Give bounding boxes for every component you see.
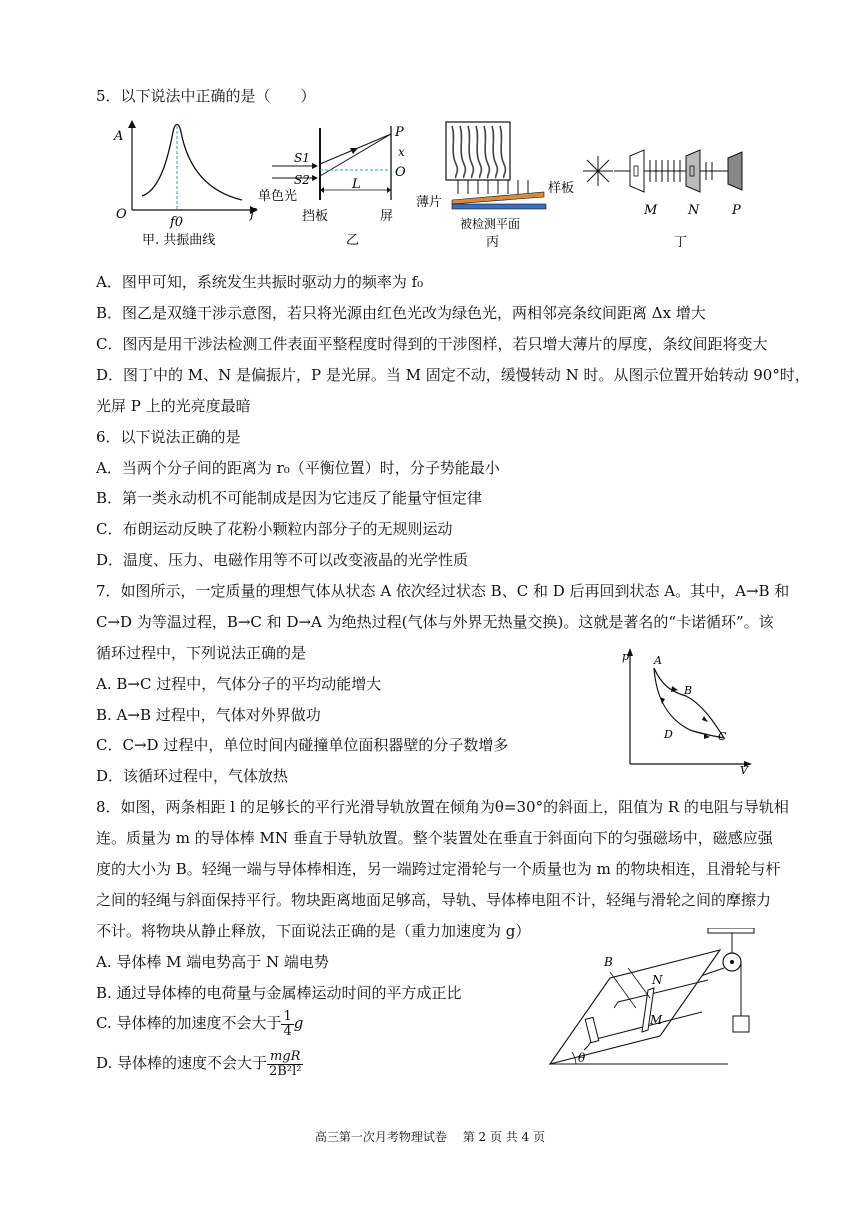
resonance-curve-figure <box>110 118 260 248</box>
q8-option-c-num: 1 <box>283 1008 292 1024</box>
fig-jia-f0: f0 <box>170 215 184 230</box>
fig-yi-s2: S2 <box>294 173 310 187</box>
q8-option-c-den: 4 <box>283 1023 292 1039</box>
q8-option-d-fraction <box>267 1050 303 1079</box>
inclined-rail-figure <box>548 928 768 1078</box>
q7-option-a: A. B→C 过程中，气体分子的平均动能增大 <box>96 675 382 693</box>
q8-option-b: B. 通过导体棒的电荷量与金属棒运动时间的平方成正比 <box>96 984 462 1002</box>
q7-stem-line-3: 循环过程中，下列说法正确的是 <box>96 644 307 662</box>
fig-bing-caption: 丙 <box>486 235 500 248</box>
q6-option-b: B．第一类永动机不可能制成是因为它违反了能量守恒定律 <box>96 489 483 507</box>
q6-option-d: D．温度、压力、电磁作用等不可以改变液晶的光学性质 <box>96 551 469 569</box>
q6-stem: 6．以下说法正确的是 <box>96 428 241 446</box>
q8-option-c-fraction <box>281 1010 293 1039</box>
carnot-c-label: C <box>718 730 727 743</box>
carnot-v-label: V <box>740 764 748 776</box>
q6-option-c: C．布朗运动反映了花粉小颗粒内部分子的无规则运动 <box>96 520 453 538</box>
q8-option-c-prefix: C. 导体棒的加速度不会大于 <box>96 1014 282 1032</box>
double-slit-figure <box>258 118 418 248</box>
q8-option-d-prefix: D. 导体棒的速度不会大于 <box>96 1054 268 1072</box>
q8-stem-line-2: 连。质量为 m 的导体棒 MN 垂直于导轨放置。整个装置处在垂直于斜面向下的匀强磁场中，磁感应强 <box>96 829 773 847</box>
fig-bing-thin: 薄片 <box>416 195 443 210</box>
q7-option-b: B. A→B 过程中，气体对外界做功 <box>96 706 321 724</box>
carnot-a-label: A <box>654 654 662 667</box>
q5-option-a: A．图甲可知，系统发生共振时驱动力的频率为 f₀ <box>96 273 424 291</box>
q8-stem-line-3: 度的大小为 B。轻绳一端与导体棒相连，另一端跨过定滑轮与一个质量也为 m 的物块相连，且滑轮与杆 <box>96 860 781 878</box>
carnot-d-label: D <box>664 728 673 741</box>
q5-stem: 5．以下说法中正确的是（ ） <box>96 87 316 105</box>
polarizer-figure <box>578 118 758 248</box>
fig-bing-sample: 样板 <box>548 181 575 196</box>
fig-ding-n: N <box>688 203 700 218</box>
fig-yi-caption: 乙 <box>346 233 360 248</box>
q8-option-d <box>96 1046 303 1080</box>
fig-ding-caption: 丁 <box>674 235 688 248</box>
carnot-b-label: B <box>684 684 693 697</box>
fig-ding-m: M <box>644 203 658 218</box>
fig-jia-y-label: A <box>114 129 124 144</box>
q7-option-c: C．C→D 过程中，单位时间内碰撞单位面积器壁的分子数增多 <box>96 736 509 754</box>
q7-stem-line-2: C→D 为等温过程，B→C 和 D→A 为绝热过程(气体与外界无热量交换)。这就是著名的“卡诺循环”。该 <box>96 613 774 631</box>
q8-option-c <box>96 1006 303 1040</box>
fig-yi-screen: 屏 <box>380 209 394 224</box>
q8-option-a: A. 导体棒 M 端电势高于 N 端电势 <box>96 953 329 971</box>
q8-stem-line-5: 不计。将物块从静止释放，下面说法正确的是（重力加速度为 g） <box>96 922 531 940</box>
q5-option-d-cont: 光屏 P 上的光亮度最暗 <box>96 397 251 415</box>
fig-yi-baffle: 挡板 <box>302 209 329 224</box>
rail-n-label: N <box>652 973 663 987</box>
q5-option-b: B．图乙是双缝干涉示意图，若只将光源由红色光改为绿色光，两相邻亮条纹间距离 Δx 增大 <box>96 304 706 322</box>
q8-stem-line-1: 8．如图，两条相距 l 的足够长的平行光滑导轨放置在倾角为θ=30°的斜面上，阻值为 R 的电阻与导轨相 <box>96 798 789 816</box>
q8-option-d-den: 2B²l² <box>269 1063 302 1079</box>
fig-ding-p: P <box>732 203 741 218</box>
rail-b-label: B <box>604 955 613 969</box>
fig-jia-origin: O <box>116 207 127 222</box>
fig-yi-l: L <box>352 177 361 192</box>
thin-film-interference-figure <box>416 118 586 248</box>
fig-yi-o: O <box>395 165 406 180</box>
carnot-p-label: p <box>622 650 630 663</box>
fig-yi-s1: S1 <box>294 151 310 165</box>
q8-stem-line-4: 之间的轻绳与斜面保持平行。物块距离地面足够高，导轨、导体棒电阻不计，轻绳与滑轮之间的摩擦力 <box>96 891 772 909</box>
q8-option-d-num: mgR <box>267 1050 303 1065</box>
q5-option-c: C．图丙是用干涉法检测工件表面平整程度时得到的干涉图样，若只增大薄片的厚度，条纹间距将变大 <box>96 335 768 353</box>
fig-yi-x: x <box>398 145 405 159</box>
q8-option-c-suffix: g <box>293 1014 304 1032</box>
rail-theta-label: θ <box>578 1051 586 1065</box>
rail-m-label: M <box>650 1013 663 1027</box>
q5-option-d: D．图丁中的 M、N 是偏振片，P 是光屏。当 M 固定不动，缓慢转动 N 时。从图示位置开始转动 90°时， <box>96 366 810 384</box>
fig-yi-p: P <box>395 125 404 140</box>
page-footer: 高三第一次月考物理试卷 第 2 页 共 4 页 <box>314 1130 546 1144</box>
q6-option-a: A．当两个分子间的距离为 r₀（平衡位置）时，分子势能最小 <box>96 459 500 477</box>
fig-yi-light: 单色光 <box>258 189 298 204</box>
q7-stem-line-1: 7．如图所示，一定质量的理想气体从状态 A 依次经过状态 B、C 和 D 后再回到状态 A。其中，A→B 和 <box>96 582 790 600</box>
fig-jia-caption: 甲. 共振曲线 <box>142 233 216 248</box>
fig-jia-x-label: f <box>250 207 255 222</box>
carnot-cycle-figure <box>618 646 758 776</box>
fig-bing-plane: 被检测平面 <box>460 217 521 231</box>
q7-option-d: D．该循环过程中，气体放热 <box>96 767 289 785</box>
